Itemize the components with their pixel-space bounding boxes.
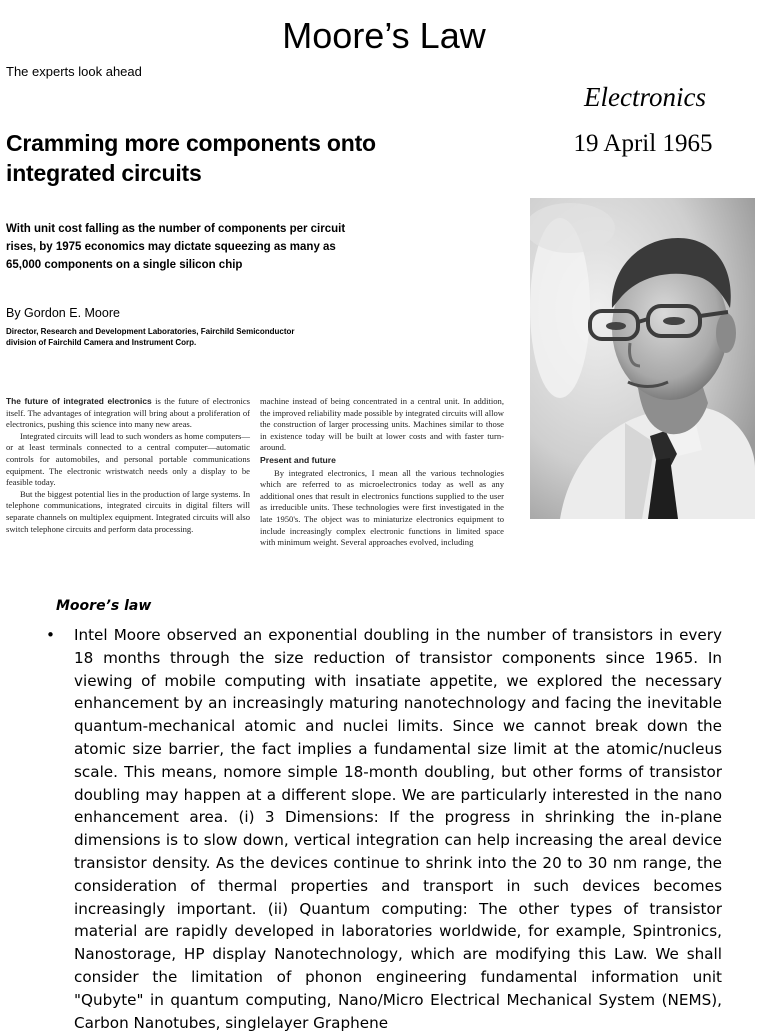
column-1-paragraph-1-text: is the future of electronics itself. The advantages of integration will bring about a proliferation of electronics, pushing this science into many new areas. [6, 396, 250, 430]
column-1-paragraph-1 [6, 396, 250, 431]
slide-title: Moore’s Law [282, 15, 486, 56]
article-kicker: The experts look ahead [6, 64, 142, 79]
portrait-photo [530, 198, 755, 519]
article-deck: With unit cost falling as the number of components per circuit rises, by 1975 economics may dictate squeezing as many as 65,000 components on a single silicon chip [6, 223, 346, 271]
section-heading: Moore’s law [56, 598, 152, 614]
column-2-paragraph-2: By integrated electronics, I mean all the various technologies which are referred to as microelectronics today as well as any additional ones that result in electronics functions supplied to the user as irreducible units. These technologies were first investigated in the late 1950's. The object was to miniaturize electronics equipment to include increasingly complex electronic functions in limited space with minimum weight. Several approaches evolved, including [260, 467, 504, 548]
article-headline: Cramming more components onto integrated circuits [6, 130, 376, 186]
article-column-2 [260, 396, 504, 570]
publication-name: Electronics [584, 82, 706, 112]
column-2-subhead: Present and future [260, 454, 336, 465]
author-affiliation: Director, Research and Development Laboratories, Fairchild Semiconductor division of Fairchild Camera and Instrument Corp. [6, 327, 295, 347]
article-clipping [6, 60, 506, 570]
publication-date: 19 April 1965 [573, 130, 713, 157]
column-2-paragraph-1: machine instead of being concentrated in a central unit. In addition, the improved reliability made possible by integrated circuits will allow the construction of larger processing units. Machines similar to those in existence today will be built at lower costs and with faster turn-around. [260, 396, 504, 453]
column-1-paragraph-2: Integrated circuits will lead to such wonders as home computers—or at least terminals connected to a central computer—automatic controls for automobiles, and personal portable communications equipment. The electronic wristwatch needs only a display to be feasible today. [6, 430, 250, 488]
article-byline: By Gordon E. Moore [6, 306, 120, 320]
column-1-lead: The future of integrated electronics [6, 396, 152, 406]
column-1-paragraph-3: But the biggest potential lies in the production of large systems. In telephone communications, integrated circuits in digital filters will separate channels on multiplex equipment. Integrated circuits will also switch telephone circuits and perform data processing. [6, 488, 250, 534]
bullet-marker: • [46, 626, 55, 644]
bullet-text: Intel Moore observed an exponential doubling in the number of transistors in every 18 months through the size reduction of transistor components since 1965. In viewing of mobile computing with insatiate appetite, we explored the necessary enhancement by an increasingly maturing nanotechnology and facing the inevitable quantum-mechanical atomic and nuclei limits. Since we cannot break down the atomic size barrier, the fact implies a fundamental size limit at the atomic/nucleus scale. This means, nomore simple 18-month doubling, but other forms of transistor doubling may happen at a different slope. We are particularly interested in the nano enhancement area. (i) 3 Dimensions: If the progress in shrinking the in-plane dimensions is to slow down, vertical integration can help increasing the areal device transistor density. As the devices continue to shrink into the 20 to 30 nm range, the consideration of thermal properties and transport in such devices becomes increasingly important. (ii) Quantum computing: The other types of transistor material are rapidly developed in laboratories worldwide, for example, Spintronics, Nanostorage, HP display Nanotechnology, which are modifying this Law. We shall consider the limitation of phonon engineering fundamental information unit "Qubyte" in quantum computing, Nano/Micro Electrical Mechanical System (NEMS), Carbon Nanotubes, singlelayer Graphene [74, 626, 722, 1032]
article-column-1 [6, 396, 250, 535]
